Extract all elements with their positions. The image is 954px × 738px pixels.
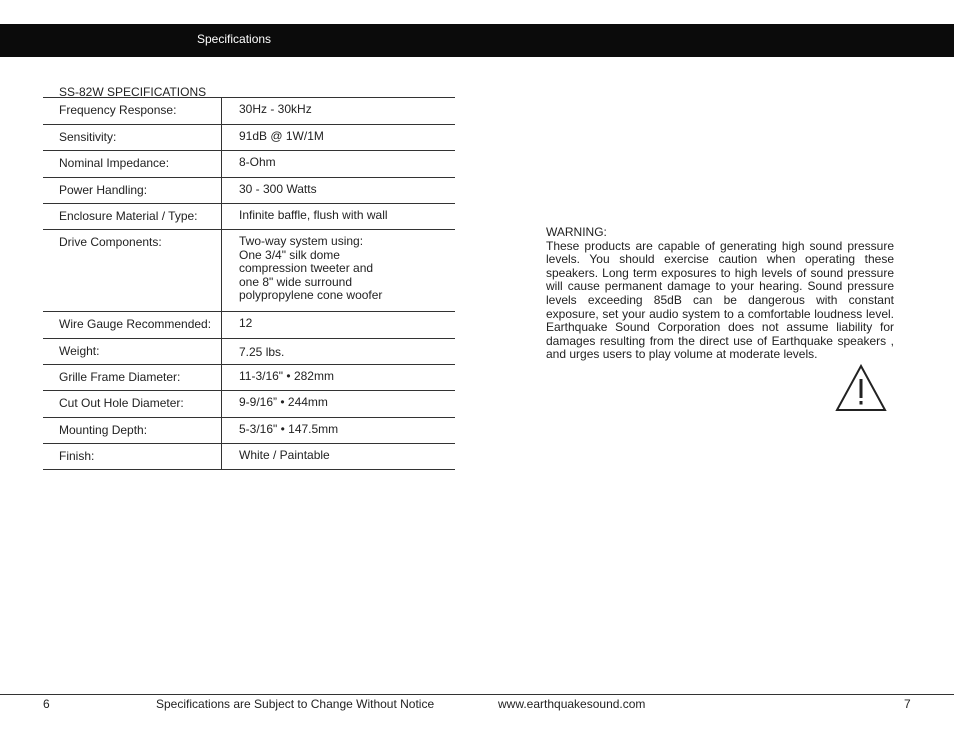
- spec-label: Drive Components:: [43, 230, 222, 311]
- spec-value: 5-3/16" • 147.5mm: [239, 422, 339, 436]
- spec-value-line: Two-way system using:: [239, 234, 364, 248]
- spec-row-nominal-impedance: [43, 151, 455, 178]
- spec-row-wire-gauge: [43, 312, 455, 339]
- spec-label: Wire Gauge Recommended:: [43, 312, 222, 338]
- warning-body: These products are capable of generating high sound pressure levels. You should exercise caution when operating these speakers. Long term exposures to high levels of sound pressure will cause permanent damage to your hearing. Sound pressure levels exceeding 85dB can be dangerous with constant exposure, set your audio system to a comfortable loudness level. Earthquake Sound Corporation does not assume liability for damages resulting from the direct use of Earthquake speakers , and urges users to play volume at moderate levels.: [546, 238, 894, 362]
- spec-row-weight: [43, 339, 455, 365]
- spec-value-line: One 3/4" silk dome: [239, 247, 340, 262]
- spec-row-sensitivity: [43, 125, 455, 151]
- spec-value: Infinite baffle, flush with wall: [239, 208, 388, 222]
- spec-row-enclosure: [43, 204, 455, 230]
- spec-value: 9-9/16” • 244mm: [239, 395, 328, 409]
- spec-value: 91dB @ 1W/1M: [239, 129, 324, 143]
- spec-row-finish: [43, 444, 455, 470]
- spec-row-power-handling: [43, 178, 455, 204]
- spec-value: 8-Ohm: [239, 155, 276, 169]
- footer-divider: [0, 694, 954, 695]
- warning-block: [546, 226, 894, 362]
- warning-title: WARNING:: [546, 225, 607, 239]
- spec-value: 7.25 lbs.: [239, 345, 285, 359]
- footer-website-link[interactable]: www.earthquakesound.com: [498, 697, 646, 711]
- spec-value: 30Hz - 30kHz: [239, 102, 312, 116]
- spec-table-heading: SS-82W SPECIFICATIONS: [59, 85, 207, 99]
- spec-label: Grille Frame Diameter:: [43, 365, 222, 390]
- spec-value-line: polypropylene cone woofer: [239, 288, 383, 302]
- spec-value: White / Paintable: [239, 448, 330, 462]
- spec-value: 12: [239, 316, 253, 330]
- header-bar: [0, 24, 954, 57]
- spec-label: Sensitivity:: [43, 125, 222, 150]
- spec-label: Finish:: [43, 444, 222, 469]
- page-section-title: Specifications: [197, 32, 272, 46]
- spec-value-line: compression tweeter and: [239, 261, 374, 275]
- spec-value: 11-3/16" • 282mm: [239, 369, 334, 383]
- spec-table: [43, 97, 455, 470]
- page-number-right: 7: [904, 697, 911, 711]
- page-number-left: 6: [43, 697, 50, 711]
- footer-notice: Specifications are Subject to Change Without Notice: [156, 697, 435, 711]
- spec-row-drive-components: [43, 230, 455, 312]
- spec-row-mounting-depth: [43, 418, 455, 444]
- spec-label: Frequency Response:: [43, 98, 222, 124]
- warning-triangle-icon: [835, 364, 887, 412]
- spec-label: Power Handling:: [43, 178, 222, 203]
- spec-label: Cut Out Hole Diameter:: [43, 391, 222, 417]
- spec-label: Enclosure Material / Type:: [43, 204, 222, 229]
- spec-label: Mounting Depth:: [43, 418, 222, 443]
- spec-row-frequency-response: [43, 98, 455, 125]
- spec-label: Weight:: [43, 339, 222, 364]
- spec-label: Nominal Impedance:: [43, 151, 222, 177]
- spec-row-cutout-diameter: [43, 391, 455, 418]
- spec-value: 30 - 300 Watts: [239, 182, 317, 196]
- spec-value-line: one 8" wide surround: [239, 274, 352, 289]
- spec-value-multiline: [222, 230, 455, 311]
- spec-row-grille-diameter: [43, 365, 455, 391]
